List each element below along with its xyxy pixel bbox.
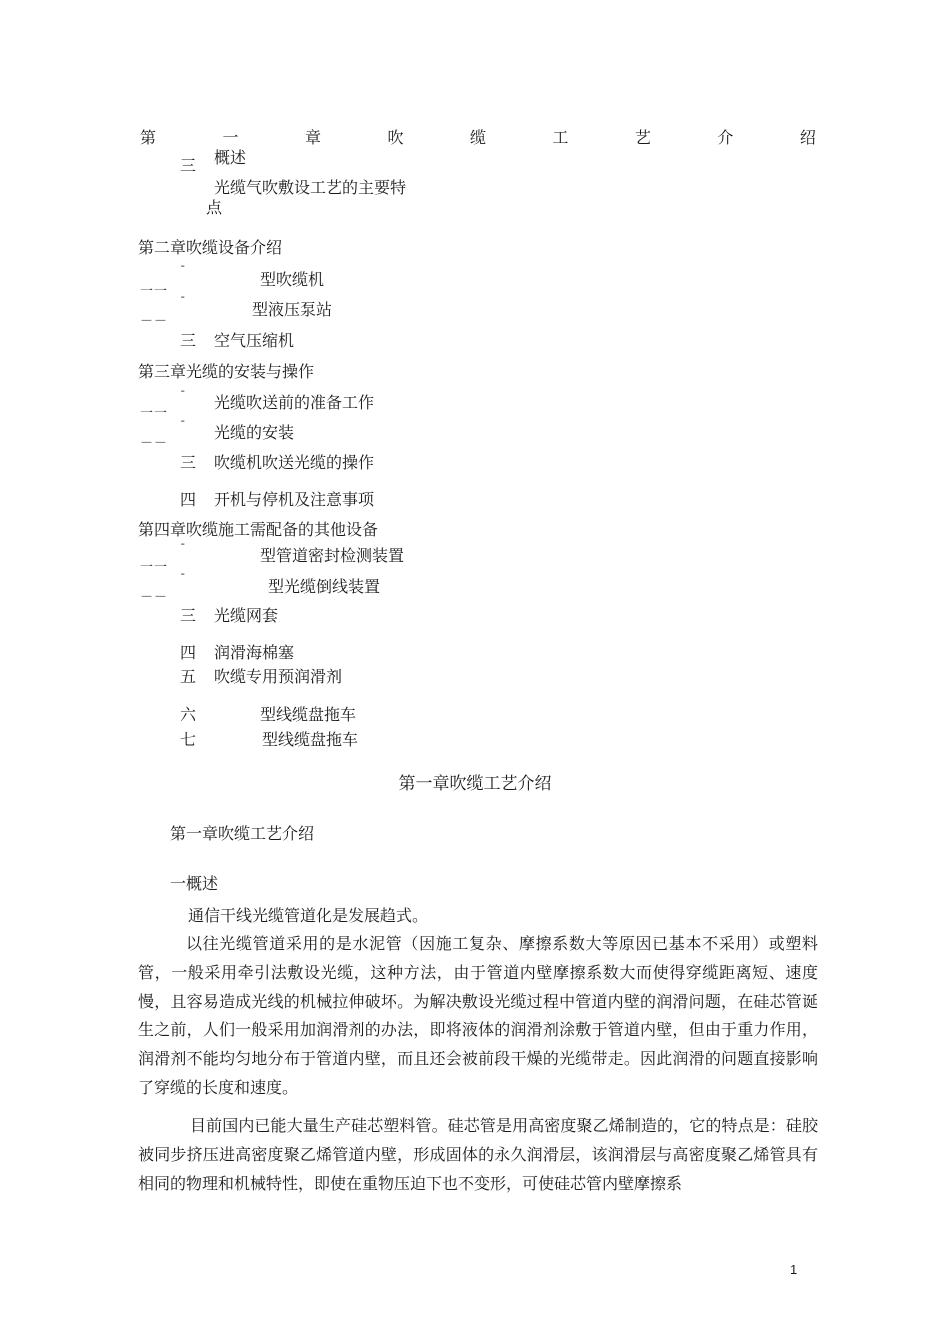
toc-chapter3-title: 第三章光缆的安装与操作 [138, 362, 315, 381]
toc-item-text: 开机与停机及注意事项 [214, 490, 375, 509]
toc-item-num: 三 [180, 453, 197, 472]
toc-chapter4-title: 第四章吹缆施工需配备的其他设备 [138, 520, 379, 539]
toc-item-text: 型管道密封检测装置 [260, 546, 405, 565]
toc-tick: ¯ [180, 295, 186, 308]
toc-tick: ¯ [180, 389, 186, 402]
toc-tick: ¯ [180, 542, 186, 555]
toc-item-num: 四 [180, 490, 197, 509]
toc-char: 第 [140, 128, 157, 147]
toc-item-num: 七 [180, 730, 197, 749]
page-number: 1 [790, 1262, 798, 1277]
page-title: 第一章吹缆工艺介绍 [398, 774, 552, 794]
toc-item-text: 型吹缆机 [260, 270, 325, 289]
toc-item-text: 吹缆专用预润滑剂 [214, 667, 343, 686]
toc-chapter1-title [140, 128, 816, 148]
toc-item-num: －－ [140, 590, 169, 605]
toc-tick: ¯ [180, 419, 186, 432]
toc-item-text: 吹缆机吹送光缆的操作 [214, 453, 375, 472]
toc-item-num: 四 [180, 643, 197, 662]
toc-item-num: －－ [140, 436, 169, 451]
toc-char: 吹 [387, 128, 404, 147]
toc-char: 一 [222, 128, 239, 147]
toc-item-text: 型线缆盘拖车 [262, 730, 359, 749]
toc-item-text: 型液压泵站 [252, 300, 333, 319]
toc-item-num: －－ [140, 314, 169, 329]
toc-item-num: 一一 [140, 560, 169, 575]
toc-item-text: 光缆吹送前的准备工作 [214, 393, 375, 412]
toc-item-text: 光缆网套 [214, 606, 279, 625]
toc-chapter2-title: 第二章吹缆设备介绍 [138, 238, 283, 257]
toc-item-num: 三 [180, 156, 197, 175]
toc-item-num: 六 [180, 705, 197, 724]
paragraph-2: 以往光缆管道采用的是水泥管（因施工复杂、摩擦系数大等原因已基本不采用）或塑料管，一般采用牵引法敷设光缆，这种方法，由于管道内壁摩擦系数大而使得穿缆距离短、速度慢，且容易造成光线的机械拉伸破坏。为解决敷设光缆过程中管道内壁的润滑问题，在硅芯管诞生之前，人们一般采用加润滑剂的办法，即将液体的润滑剂涂敷于管道内壁，但由于重力作用，润滑剂不能均匀地分布于管道内壁，而且还会被前段干燥的光缆带走。因此润滑的问题直接影响了穿缆的长度和速度。 [138, 934, 818, 1097]
chapter-heading: 第一章吹缆工艺介绍 [170, 824, 315, 843]
toc-item-text: 概述 [214, 148, 247, 167]
toc-item-num: 五 [180, 667, 197, 686]
toc-item-num: 三 [180, 606, 197, 625]
toc-char: 介 [717, 128, 734, 147]
toc-item-num: 三 [180, 331, 197, 350]
toc-item-num: 一一 [140, 284, 169, 299]
toc-item-num: 一一 [140, 406, 169, 421]
toc-item-text: 型线缆盘拖车 [260, 705, 357, 724]
toc-char: 艺 [634, 128, 651, 147]
toc-item-text: 光缆气吹敷设工艺的主要特 [214, 178, 407, 197]
toc-tick: ¯ [180, 264, 186, 277]
toc-char: 绍 [799, 128, 816, 147]
toc-item-text: 空气压缩机 [214, 331, 295, 350]
toc-item-text: 点 [206, 198, 223, 217]
toc-char: 章 [304, 128, 321, 147]
toc-item-text: 润滑海棉塞 [214, 643, 295, 662]
paragraph-3: 目前国内已能大量生产硅芯塑料管。硅芯管是用高密度聚乙烯制造的，它的特点是：硅胶被同步挤压进高密度聚乙烯管道内壁，形成固体的永久润滑层，该润滑层与高密度聚乙烯管具有相同的物理和机械特性，即使在重物压迫下也不变形，可使硅芯管内壁摩擦系 [138, 1116, 818, 1193]
toc-tick: ¯ [180, 572, 186, 585]
toc-char: 缆 [469, 128, 486, 147]
toc-char: 工 [552, 128, 569, 147]
section-heading: 一概述 [170, 874, 219, 893]
paragraph-1: 通信干线光缆管道化是发展趋式。 [188, 906, 429, 925]
toc-item-text: 光缆的安装 [214, 423, 295, 442]
toc-item-text: 型光缆倒线装置 [268, 577, 381, 596]
